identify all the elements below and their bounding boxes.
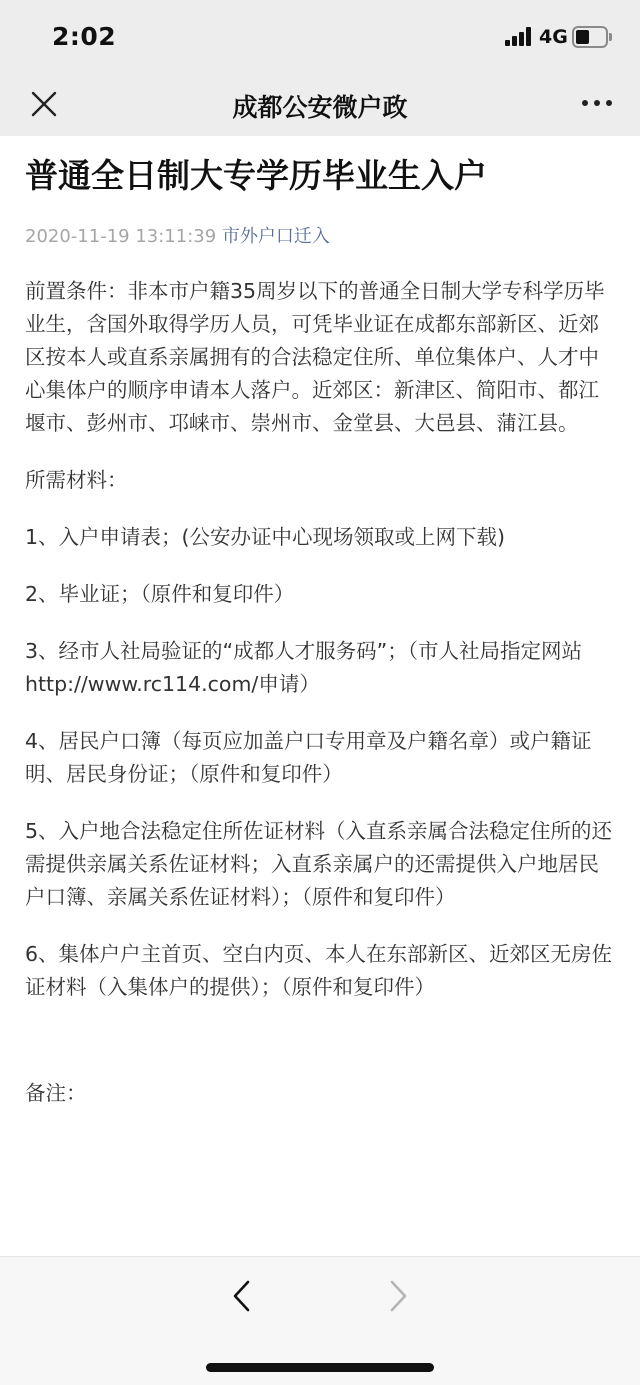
article-paragraph: 3、经市人社局验证的“成都人才服务码”；（市人社局指定网站http://www.rc114.com/申请） xyxy=(25,639,583,696)
chevron-right-icon xyxy=(384,1279,412,1313)
article-meta xyxy=(25,223,615,251)
article-paragraph: 所需材料： xyxy=(25,468,128,492)
nav-bar xyxy=(0,80,640,136)
article-title: 普通全日制大专学历毕业生入户 xyxy=(25,156,487,195)
page-title: 成都公安微户政 xyxy=(232,93,408,122)
forward-button[interactable] xyxy=(384,1279,412,1313)
home-indicator[interactable] xyxy=(206,1363,434,1372)
status-time: 2:02 xyxy=(52,22,117,51)
article-paragraph: 1、入户申请表；(公安办证中心现场领取或上网下载) xyxy=(25,525,506,549)
article-datetime: 2020-11-19 13:11:39 xyxy=(25,226,217,247)
chevron-left-icon xyxy=(228,1279,256,1313)
more-button[interactable] xyxy=(580,90,614,114)
article-body xyxy=(25,275,615,1110)
status-bar xyxy=(0,0,640,80)
article-paragraph: 前置条件：非本市户籍35周岁以下的普通全日制大学专科学历毕业生，含国外取得学历人员，可凭毕业证在成都东部新区、近郊区按本人或直系亲属拥有的合法稳定住所、单位集体户、人才中心集体户的顺序申请本人落户。近郊区：新津区、简阳市、都江堰市、彭州市、邛崃市、崇州市、金堂县、大邑县、蒲江县。 xyxy=(25,279,605,435)
article-paragraph: 2、毕业证；（原件和复印件） xyxy=(25,582,295,606)
back-button[interactable] xyxy=(228,1279,256,1313)
article-paragraph: 6、集体户户主首页、空白内页、本人在东部新区、近郊区无房佐证材料（入集体户的提供）；（原件和复印件） xyxy=(25,942,613,999)
network-type: 4G xyxy=(539,26,568,48)
bottom-toolbar xyxy=(0,1256,640,1385)
battery-icon xyxy=(572,26,612,48)
cellular-signal-icon xyxy=(505,27,533,46)
article-category-link[interactable]: 市外户口迁入 xyxy=(221,226,330,247)
article-paragraph: 备注： xyxy=(25,1081,87,1105)
more-dots-icon xyxy=(582,100,588,106)
article-paragraph: 4、居民户口簿（每页应加盖户口专用章及户籍名章）或户籍证明、居民身份证；（原件和复印件） xyxy=(25,729,592,786)
article xyxy=(25,136,615,1134)
article-paragraph: 5、入户地合法稳定住所佐证材料（入直系亲属合法稳定住所的还需提供亲属关系佐证材料；入直系亲属户的还需提供入户地居民户口簿、亲属关系佐证材料）；（原件和复印件） xyxy=(25,819,613,909)
